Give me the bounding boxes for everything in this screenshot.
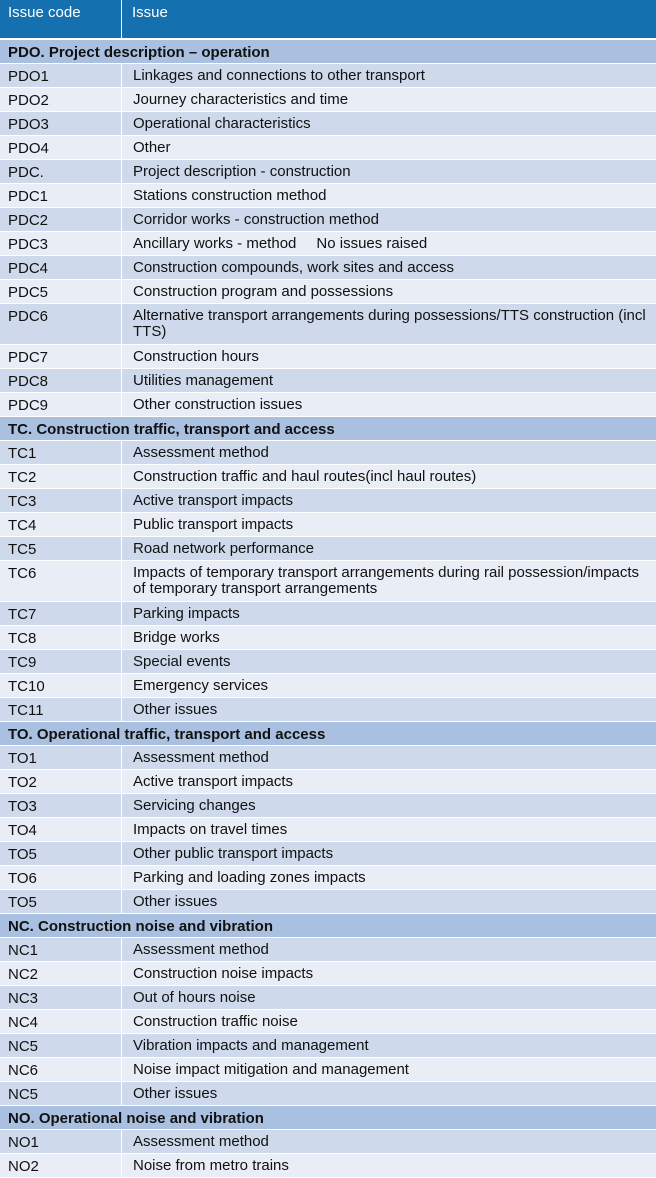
- section-header: TC. Construction traffic, transport and access: [0, 417, 656, 441]
- issue-cell: [122, 465, 656, 488]
- issue-code-cell: PDC.: [0, 160, 122, 183]
- table-row: [0, 770, 656, 794]
- issue-text: Bridge works: [133, 629, 220, 646]
- issue-cell: [122, 489, 656, 512]
- table-row: [0, 184, 656, 208]
- issue-text: Road network performance: [133, 540, 314, 557]
- issue-text: Stations construction method: [133, 187, 327, 204]
- issue-text: Assessment method: [133, 941, 269, 958]
- table-row: [0, 650, 656, 674]
- table-row: [0, 866, 656, 890]
- table-row: [0, 88, 656, 112]
- issue-cell: [122, 986, 656, 1009]
- issue-cell: [122, 674, 656, 697]
- issue-code-cell: TO1: [0, 746, 122, 769]
- issue-text: Other issues: [133, 1085, 218, 1102]
- issue-code-cell: PDO2: [0, 88, 122, 111]
- issue-text: Construction compounds, work sites and access: [133, 259, 454, 276]
- issue-cell: [122, 537, 656, 560]
- issue-cell: [122, 890, 656, 913]
- table-row: [0, 626, 656, 650]
- issue-code-cell: TO6: [0, 866, 122, 889]
- issue-code-cell: TC6: [0, 561, 122, 601]
- table-row: [0, 1058, 656, 1082]
- table-row: [0, 962, 656, 986]
- issue-code-cell: TC11: [0, 698, 122, 721]
- issue-text: Active transport impacts: [133, 773, 294, 790]
- issue-code-cell: TC2: [0, 465, 122, 488]
- issue-code-cell: NC2: [0, 962, 122, 985]
- issue-cell: [122, 561, 656, 601]
- issue-cell: [122, 962, 656, 985]
- table-row: [0, 136, 656, 160]
- table-row: [0, 674, 656, 698]
- table-row: [0, 280, 656, 304]
- issue-code-cell: NO2: [0, 1154, 122, 1177]
- table-row: [0, 537, 656, 561]
- issue-text: Construction traffic and haul routes(incl haul routes): [133, 468, 477, 485]
- header-issue: Issue: [132, 4, 168, 21]
- table-body: [0, 40, 656, 1178]
- issue-text: Operational characteristics: [133, 115, 311, 132]
- issue-text: Assessment method: [133, 1133, 269, 1150]
- section-header: TO. Operational traffic, transport and access: [0, 722, 656, 746]
- table-row: [0, 986, 656, 1010]
- issue-code-cell: NC5: [0, 1082, 122, 1105]
- issue-cell: [122, 513, 656, 536]
- header-issue-code: Issue code: [0, 0, 122, 38]
- issue-code-cell: PDC6: [0, 304, 122, 344]
- issue-text: Noise from metro trains: [133, 1157, 289, 1174]
- issue-code-cell: TC9: [0, 650, 122, 673]
- issue-cell: [122, 626, 656, 649]
- issue-code-cell: PDO1: [0, 64, 122, 87]
- issue-text: Construction program and possessions: [133, 283, 394, 300]
- table-row: [0, 1082, 656, 1106]
- issue-cell: [122, 304, 656, 344]
- issue-code-cell: PDC8: [0, 369, 122, 392]
- table-row: [0, 304, 656, 345]
- issue-code-cell: NC3: [0, 986, 122, 1009]
- issue-code-cell: PDC3: [0, 232, 122, 255]
- issue-code-cell: TC10: [0, 674, 122, 697]
- issue-code-cell: PDC5: [0, 280, 122, 303]
- table-row: [0, 794, 656, 818]
- table-row: [0, 842, 656, 866]
- table-row: [0, 232, 656, 256]
- issue-text: Construction noise impacts: [133, 965, 314, 982]
- issue-cell: [122, 112, 656, 135]
- section-header: NO. Operational noise and vibration: [0, 1106, 656, 1130]
- table-row: [0, 369, 656, 393]
- issue-code-cell: TO5: [0, 842, 122, 865]
- issue-cell: [122, 938, 656, 961]
- issue-cell: [122, 208, 656, 231]
- issue-code-cell: TC4: [0, 513, 122, 536]
- issue-text: Assessment method: [133, 444, 269, 461]
- issue-text: Other: [133, 139, 171, 156]
- table-row: [0, 393, 656, 417]
- issue-code-cell: PDC4: [0, 256, 122, 279]
- issue-text: Journey characteristics and time: [133, 91, 349, 108]
- issue-code-cell: PDC7: [0, 345, 122, 368]
- issue-code-cell: TO2: [0, 770, 122, 793]
- issue-code-cell: NC4: [0, 1010, 122, 1033]
- issue-cell: [122, 369, 656, 392]
- table-row: [0, 818, 656, 842]
- issue-cell: [122, 650, 656, 673]
- issue-cell: [122, 1082, 656, 1105]
- table-row: [0, 208, 656, 232]
- table-row: [0, 489, 656, 513]
- issue-text: Alternative transport arrangements during possessions/TTS construction (incl TTS): [133, 307, 646, 340]
- issue-code-cell: PDO4: [0, 136, 122, 159]
- issue-text: Other construction issues: [133, 396, 303, 413]
- issue-text: Project description - construction: [133, 163, 351, 180]
- issue-text: Other public transport impacts: [133, 845, 334, 862]
- issue-code-cell: TC8: [0, 626, 122, 649]
- issue-text: Public transport impacts: [133, 516, 294, 533]
- table-row: [0, 1034, 656, 1058]
- issue-code-cell: TC1: [0, 441, 122, 464]
- issue-cell: [122, 393, 656, 416]
- issue-code-cell: TC7: [0, 602, 122, 625]
- table-row: [0, 938, 656, 962]
- issue-cell: [122, 1154, 656, 1177]
- issue-cell: [122, 280, 656, 303]
- issue-text: Vibration impacts and management: [133, 1037, 369, 1054]
- table-row: [0, 1010, 656, 1034]
- table-row: [0, 160, 656, 184]
- issue-cell: [122, 136, 656, 159]
- issue-cell: [122, 88, 656, 111]
- issue-text: Emergency services: [133, 677, 269, 694]
- table-row: [0, 64, 656, 88]
- issue-cell: [122, 1130, 656, 1153]
- table-row: [0, 112, 656, 136]
- issue-code-cell: TO5: [0, 890, 122, 913]
- issue-code-cell: TO4: [0, 818, 122, 841]
- issue-code-cell: TC3: [0, 489, 122, 512]
- table-row: [0, 1154, 656, 1178]
- issue-text: Impacts of temporary transport arrangements during rail possession/impacts of temporary transport arrangements: [133, 564, 640, 597]
- table-row: [0, 256, 656, 280]
- issue-cell: [122, 698, 656, 721]
- table-row: [0, 561, 656, 602]
- issue-cell: [122, 1034, 656, 1057]
- table-row: [0, 441, 656, 465]
- issue-text: Noise impact mitigation and management: [133, 1061, 409, 1078]
- issue-cell: [122, 1058, 656, 1081]
- issue-text: Other issues: [133, 893, 218, 910]
- issue-code-cell: TC5: [0, 537, 122, 560]
- issue-text: Active transport impacts: [133, 492, 294, 509]
- table-row: [0, 1130, 656, 1154]
- issue-code-cell: NO1: [0, 1130, 122, 1153]
- issue-text: Out of hours noise: [133, 989, 256, 1006]
- issue-cell: [122, 794, 656, 817]
- issue-text: Ancillary works - method: [133, 235, 297, 252]
- issue-text: Construction hours: [133, 348, 259, 365]
- issue-text: Special events: [133, 653, 231, 670]
- issue-text: Parking impacts: [133, 605, 240, 622]
- issue-cell: [122, 345, 656, 368]
- issue-text: Impacts on travel times: [133, 821, 288, 838]
- issue-code-cell: NC6: [0, 1058, 122, 1081]
- issue-text: Assessment method: [133, 749, 269, 766]
- table-row: [0, 602, 656, 626]
- table-row: [0, 345, 656, 369]
- issue-cell: [122, 64, 656, 87]
- issue-text: Parking and loading zones impacts: [133, 869, 366, 886]
- issue-code-cell: NC1: [0, 938, 122, 961]
- issue-cell: [122, 866, 656, 889]
- issue-text: Construction traffic noise: [133, 1013, 298, 1030]
- issue-text: Utilities management: [133, 372, 274, 389]
- issue-cell: [122, 1010, 656, 1033]
- issue-text: Corridor works - construction method: [133, 211, 379, 228]
- issue-code-cell: NC5: [0, 1034, 122, 1057]
- issue-cell: [122, 441, 656, 464]
- issue-cell: [122, 232, 656, 255]
- table-header: [0, 0, 656, 40]
- issue-cell: [122, 256, 656, 279]
- issue-text: Other issues: [133, 701, 218, 718]
- issue-cell: [122, 818, 656, 841]
- section-header: PDO. Project description – operation: [0, 40, 656, 64]
- issue-cell: [122, 602, 656, 625]
- issue-code-cell: PDC2: [0, 208, 122, 231]
- table-row: [0, 746, 656, 770]
- table-row: [0, 513, 656, 537]
- issue-cell: [122, 842, 656, 865]
- issue-text: Servicing changes: [133, 797, 256, 814]
- table-row: [0, 698, 656, 722]
- issue-cell: [122, 770, 656, 793]
- issue-text: Linkages and connections to other transport: [133, 67, 425, 84]
- issue-cell: [122, 160, 656, 183]
- issue-code-cell: PDC9: [0, 393, 122, 416]
- issue-cell: [122, 184, 656, 207]
- issue-cell: [122, 746, 656, 769]
- section-header: NC. Construction noise and vibration: [0, 914, 656, 938]
- issue-code-cell: PDC1: [0, 184, 122, 207]
- issue-note: No issues raised: [316, 235, 428, 252]
- issue-code-cell: TO3: [0, 794, 122, 817]
- table-row: [0, 465, 656, 489]
- issue-code-cell: PDO3: [0, 112, 122, 135]
- table-row: [0, 890, 656, 914]
